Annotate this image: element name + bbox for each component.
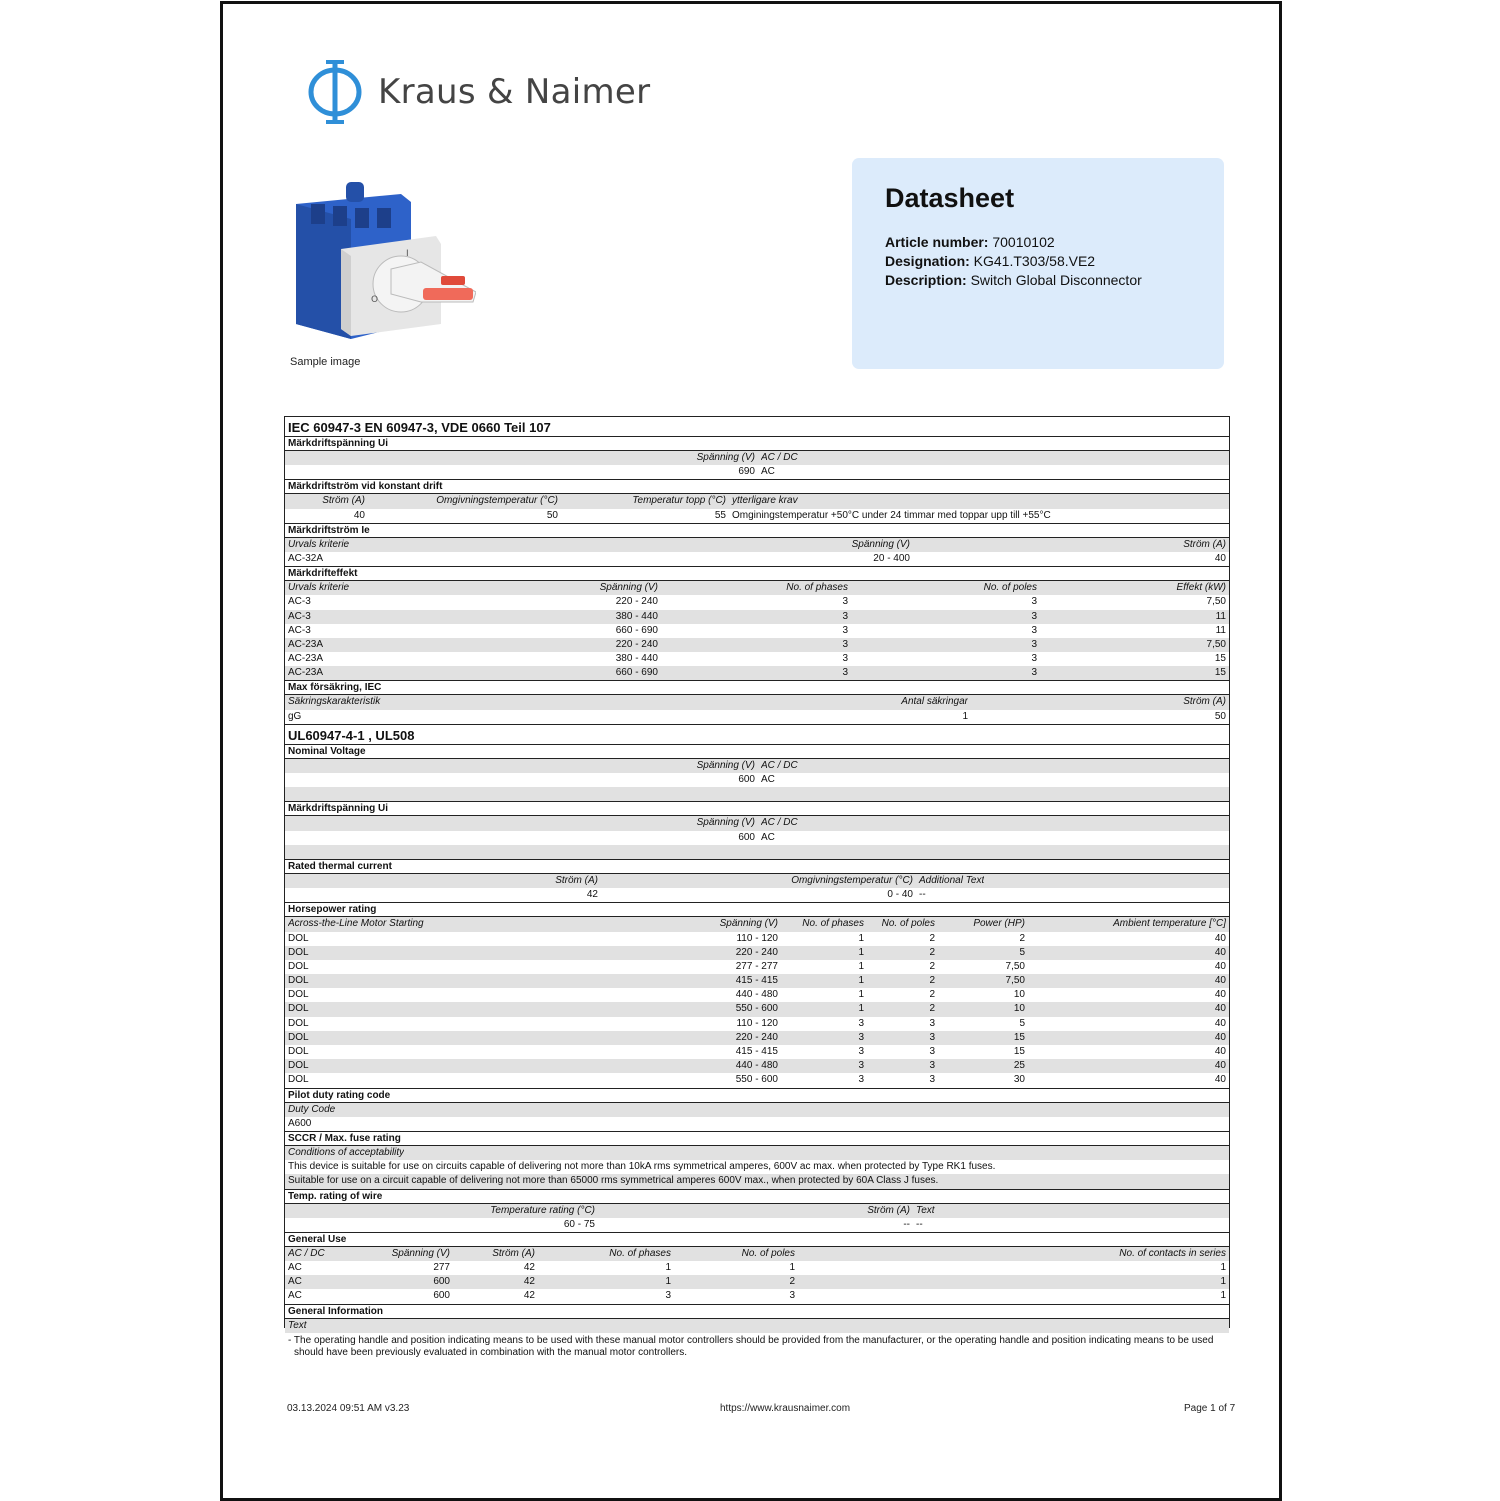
article-label: Article number: [885,234,989,250]
table-row: AC-3 220 - 240 3 3 7,50 [288,596,1226,608]
table-cell: 40 [1214,975,1226,987]
table-row: 690 AC [738,466,775,478]
ul-ui-title: Märkdriftspänning Ui [285,801,1229,816]
table-cell: 42 [523,1290,535,1302]
footer-date: 03.13.2024 09:51 AM v3.23 [287,1403,410,1414]
table-cell: 600 [433,1276,450,1288]
table-cell: 40 [1214,1060,1226,1072]
table-row: AC-23A 380 - 440 3 3 15 [288,653,1226,665]
table-cell: 3 [929,1060,935,1072]
table-row: gG 1 50 [288,710,1226,722]
table-row [285,787,1229,801]
table-cell: 42 [523,1276,535,1288]
table-cell: DOL [288,1031,309,1043]
table-row [285,845,1229,859]
table-cell: 5 [1019,1017,1025,1029]
table-row: 42 0 - 40 -- [586,889,926,901]
table-cell: 40 [1214,1003,1226,1015]
table-row: Spänning (V) AC / DC [285,451,1229,465]
table-cell: 1 [858,975,864,987]
svg-text:O: O [371,295,379,305]
table-cell: 550 - 600 [735,1074,778,1086]
table-cell: 40 [1214,1074,1226,1086]
table-row: AC-23A 220 - 240 3 3 7,50 [285,638,1229,652]
table-row [285,988,1229,1002]
table-cell: 25 [1013,1060,1025,1072]
table-row: 600 AC [738,774,775,785]
table-cell: 3 [929,1031,935,1043]
table-cell: DOL [288,1074,309,1086]
ul-sccr-title: SCCR / Max. fuse rating [285,1131,1229,1146]
table-cell: 2 [1019,932,1025,944]
table-cell: 277 [433,1262,450,1274]
footer-page: Page 1 of 7 [1184,1403,1236,1414]
ul-nominal-title: Nominal Voltage [285,745,1229,759]
table-cell: 2 [929,989,935,1001]
ul-section-title: UL60947-4-1 , UL508 [285,724,1229,745]
table-row: A600 [288,1117,312,1129]
specification-table [284,416,1230,1359]
table-cell: 3 [929,1074,935,1086]
table-row [285,932,1229,946]
iec-section-title: IEC 60947-3 EN 60947-3, VDE 0660 Teil 107 [285,417,1229,437]
table-row: AC-23A 660 - 690 3 3 15 [285,666,1229,680]
table-row: Text [285,1319,1229,1333]
ul-general-title: General Use [285,1232,1229,1247]
table-row: 60 - 75 -- -- [563,1218,923,1230]
table-row: Ström (A) Omgivningstemperatur (°C) Additional Text [285,874,1229,888]
table-cell: 1 [858,932,864,944]
table-cell: 3 [929,1017,935,1029]
table-cell: AC [288,1290,302,1302]
table-cell: DOL [288,932,309,944]
table-cell: 550 - 600 [735,1003,778,1015]
table-row: Duty Code [285,1103,1229,1117]
article-value: 70010102 [992,234,1055,250]
table-cell: DOL [288,960,309,972]
table-row: Temperature rating (°C) Ström (A) Text [285,1204,1229,1218]
table-row [285,1017,1229,1031]
table-cell: 10 [1013,1003,1025,1015]
table-row: AC-3 380 - 440 3 3 11 [285,610,1229,624]
table-cell: AC [288,1276,302,1288]
iec-ie-title: Märkdriftström Ie [285,523,1229,538]
table-cell: 3 [858,1017,864,1029]
sample-image-caption: Sample image [290,356,361,368]
table-cell: 440 - 480 [735,989,778,1001]
table-cell: 1 [858,960,864,972]
general-info-text: - The operating handle and position indicating means to be used with these manual motor controllers should be provided from the manufacturer, or the operating handle and position indicating means to be used should have been previously evaluated in combination with the manual motor controllers. [288,1334,1214,1359]
table-row [285,946,1229,960]
table-cell: 600 [433,1290,450,1302]
table-row: AC / DC Spänning (V) Ström (A) No. of phases No. of poles No. of contacts in series [285,1247,1229,1261]
table-cell: 40 [1214,1017,1226,1029]
svg-text:I: I [406,249,409,259]
table-cell: 42 [523,1262,535,1274]
table-cell: 40 [1214,1046,1226,1057]
table-row [285,960,1229,974]
table-cell: 2 [929,932,935,944]
table-cell: 40 [1214,932,1226,944]
table-row [285,1059,1229,1073]
table-cell: 2 [929,975,935,987]
table-cell: DOL [288,1003,309,1015]
description-value: Switch Global Disconnector [970,272,1142,288]
table-cell: 3 [929,1046,935,1057]
table-row [285,1073,1229,1087]
table-cell: 10 [1013,989,1025,1001]
table-row: Conditions of acceptability [285,1146,1229,1160]
table-cell: DOL [288,989,309,1001]
table-cell: 3 [858,1060,864,1072]
table-row [285,1002,1229,1016]
table-cell: 40 [1214,989,1226,1001]
table-cell: 1 [858,1003,864,1015]
table-row: Spänning (V) AC / DC [285,759,1229,773]
ul-info-title: General Information [285,1304,1229,1319]
table-row: This device is suitable for use on circuits capable of delivering not more than 10kA rms symmetrical amperes, 600V ac max. when protected by Type RK1 fuses. [288,1161,996,1173]
product-image [291,174,476,344]
table-cell: 40 [1214,960,1226,972]
table-cell: 110 - 120 [736,1017,778,1029]
table-cell: 5 [1019,946,1025,958]
table-cell: 40 [1214,1031,1226,1043]
table-cell: DOL [288,946,309,958]
table-cell: 440 - 480 [735,1060,778,1072]
table-cell: AC [288,1262,302,1274]
table-cell: 1 [858,946,864,958]
table-row: Urvals kriterie Spänning (V) No. of phases No. of poles Effekt (kW) [285,581,1229,595]
designation-label: Designation: [885,253,970,269]
table-cell: 1 [665,1262,671,1274]
general-use-rows [285,1261,1229,1304]
table-row: 600 AC [738,831,775,843]
table-cell: 1 [1220,1276,1226,1288]
table-cell: 277 - 277 [735,960,778,972]
table-cell: 7,50 [1005,975,1025,987]
table-row: AC-32A 20 - 400 40 [288,552,1226,564]
table-cell: 3 [858,1074,864,1086]
article-info [885,233,1142,290]
brand-name: Kraus & Naimer [378,72,651,112]
table-cell: 1 [858,989,864,1001]
table-row: 40 50 55 Omginingstemperatur +50°C under 24 timmar med toppar upp till +55°C [353,509,1051,521]
table-cell: 7,50 [1005,960,1025,972]
table-cell: 3 [858,1031,864,1043]
table-cell: 15 [1013,1046,1025,1057]
table-row: Säkringskarakteristik Antal säkringar Ström (A) [285,695,1229,709]
table-cell: 415 - 415 [735,1046,778,1057]
table-row [285,1031,1229,1045]
table-cell: DOL [288,1017,309,1029]
table-cell: 220 - 240 [735,1031,778,1043]
table-cell: 110 - 120 [736,932,778,944]
table-row [285,974,1229,988]
datasheet-info-box [852,158,1224,369]
table-cell: 415 - 415 [735,975,778,987]
description-label: Description: [885,272,967,288]
table-cell: 3 [665,1290,671,1302]
table-cell: 1 [789,1262,795,1274]
datasheet-page [220,1,1282,1501]
iec-ui-title: Märkdriftspänning Ui [285,437,1229,451]
ul-wire-title: Temp. rating of wire [285,1189,1229,1204]
table-row: Suitable for use on a circuit capable of delivering not more than 65000 rms symmetrical amperes 600V max., when protected by 60A Class J fuses. [285,1174,1229,1188]
table-cell: 3 [858,1046,864,1057]
hp-rows [285,932,1229,1088]
table-row [285,1289,1229,1303]
iec-power-title: Märkdrifteffekt [285,566,1229,581]
table-row: Across-the-Line Motor Starting Spänning (V) No. of phases No. of poles Power (HP) Ambient temperature [°C] [285,917,1229,931]
table-cell: 220 - 240 [735,946,778,958]
table-cell: DOL [288,1046,309,1057]
iec-fuse-title: Max försäkring, IEC [285,680,1229,695]
table-row [285,1275,1229,1289]
table-row: Urvals kriterie Spänning (V) Ström (A) [285,538,1229,552]
table-row: AC-3 660 - 690 3 3 11 [288,624,1226,636]
table-cell: DOL [288,1060,309,1072]
table-cell: 1 [1220,1262,1226,1274]
table-cell: 40 [1214,946,1226,958]
table-cell: 1 [665,1276,671,1288]
table-cell: 3 [789,1290,795,1302]
table-cell: 30 [1013,1074,1025,1086]
table-row: Spänning (V) AC / DC [285,816,1229,830]
table-cell: 2 [929,946,935,958]
table-cell: 2 [929,960,935,972]
table-cell: 2 [789,1276,795,1288]
table-row: Ström (A) Omgivningstemperatur (°C) Temperatur topp (°C) ytterligare krav [285,494,1229,508]
brand-logo [306,58,650,126]
phi-logo-icon [306,58,364,126]
table-cell: 15 [1013,1031,1025,1043]
table-cell: 1 [1220,1290,1226,1302]
designation-value: KG41.T303/58.VE2 [973,253,1096,269]
table-row [285,1261,1229,1275]
table-cell: DOL [288,975,309,987]
ul-hp-title: Horsepower rating [285,902,1229,917]
ul-pilot-title: Pilot duty rating code [285,1088,1229,1103]
table-cell: 2 [929,1003,935,1015]
datasheet-title: Datasheet [885,183,1015,213]
iec-ith-title: Märkdriftström vid konstant drift [285,479,1229,494]
ul-thermal-title: Rated thermal current [285,859,1229,874]
footer-url[interactable]: https://www.krausnaimer.com [720,1403,851,1414]
table-row [285,1045,1229,1059]
